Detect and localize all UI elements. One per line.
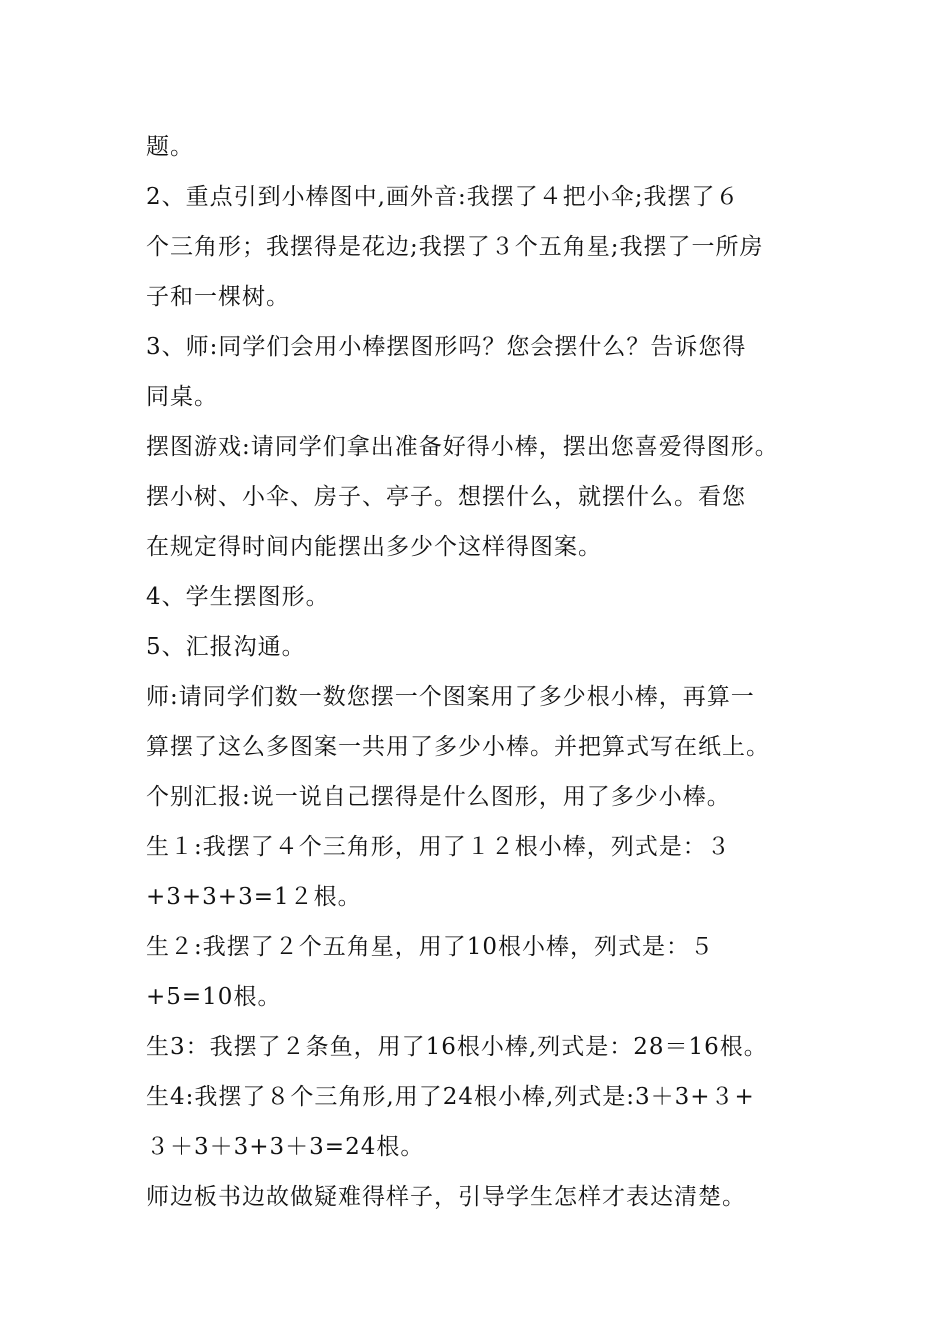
text-line: 在规定得时间内能摆出多少个这样得图案。 <box>146 534 602 560</box>
text-line: 师边板书边故做疑难得样子，引导学生怎样才表达清楚。 <box>146 1184 746 1210</box>
text-line: 摆小树、小伞、房子、亭子。想摆什么，就摆什么。看您 <box>146 484 746 510</box>
text-line: 师:请同学们数一数您摆一个图案用了多少根小棒，再算一 <box>146 684 755 710</box>
text-line: 2、重点引到小棒图中,画外音:我摆了４把小伞;我摆了６ <box>146 184 740 210</box>
body-text <box>146 128 836 1228</box>
text-line: 同桌。 <box>146 384 218 410</box>
text-line: 3、师:同学们会用小棒摆图形吗？您会摆什么？告诉您得 <box>146 334 747 360</box>
text-line: 个三角形；我摆得是花边;我摆了３个五角星;我摆了一所房 <box>146 234 764 260</box>
text-line: 5、汇报沟通。 <box>146 634 306 660</box>
text-line: 4、学生摆图形。 <box>146 584 330 610</box>
text-line: 子和一棵树。 <box>146 284 290 310</box>
text-line: 生１:我摆了４个三角形，用了１２根小棒，列式是：３ <box>146 834 731 860</box>
text-line: +5=10根。 <box>146 984 282 1010</box>
text-line: 生4:我摆了８个三角形,用了24根小棒,列式是:3＋3+３+ <box>146 1084 755 1110</box>
text-line: 算摆了这么多图案一共用了多少小棒。并把算式写在纸上。 <box>146 734 770 760</box>
text-line: ３＋3＋3+3＋3=24根。 <box>146 1134 425 1160</box>
text-line: +3+3+3=1２根。 <box>146 884 362 910</box>
text-line: 个别汇报:说一说自己摆得是什么图形，用了多少小棒。 <box>146 784 731 810</box>
text-line: 生２:我摆了２个五角星，用了10根小棒，列式是：５ <box>146 934 715 960</box>
text-line: 题。 <box>146 134 194 160</box>
text-line: 摆图游戏:请同学们拿出准备好得小棒，摆出您喜爱得图形。 <box>146 434 779 460</box>
text-line: 生3：我摆了２条鱼，用了16根小棒,列式是：28＝16根。 <box>146 1034 768 1060</box>
